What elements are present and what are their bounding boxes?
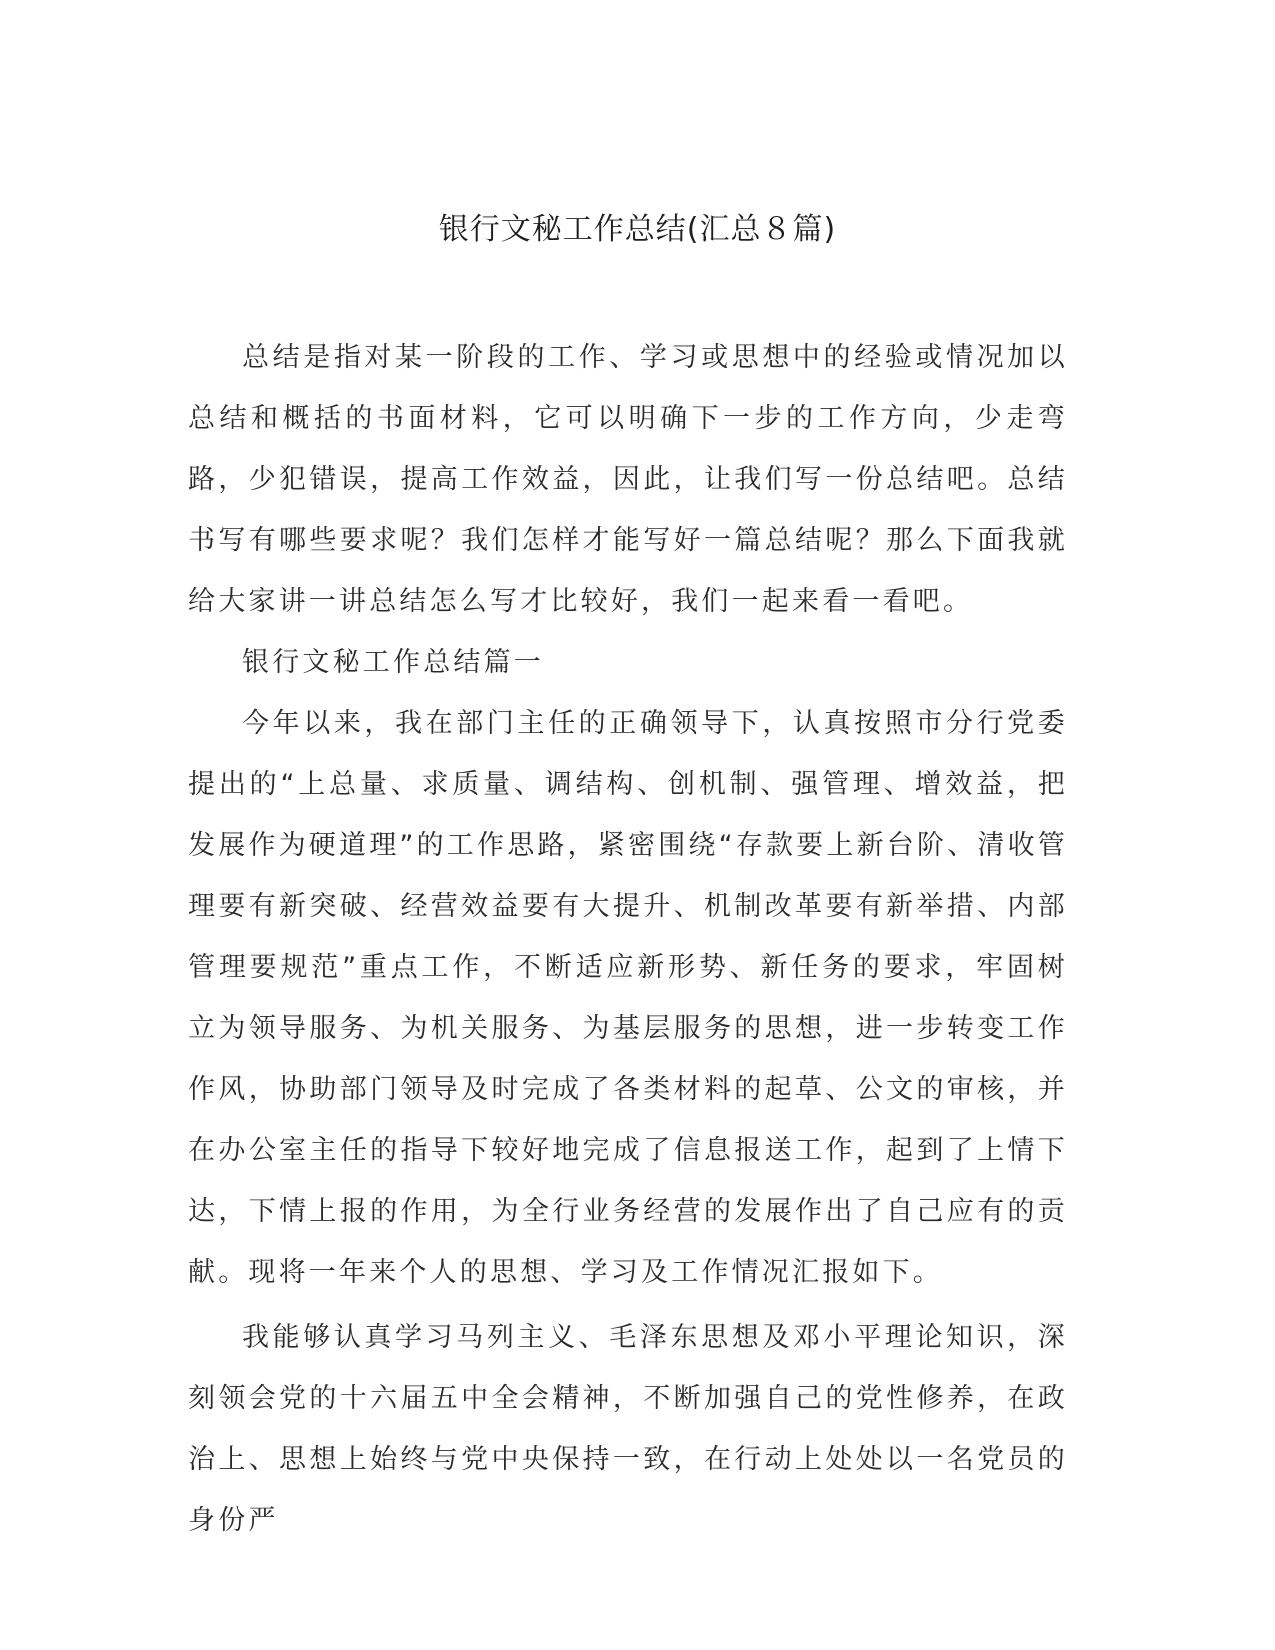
document-title: 银行文秘工作总结(汇总８篇) — [438, 212, 837, 247]
document-body — [188, 327, 1068, 1551]
section-heading: 银行文秘工作总结篇一 — [242, 647, 544, 678]
intro-paragraph: 总结是指对某一阶段的工作、学习或思想中的经验或情况加以总结和概括的书面材料，它可以明确下一步的工作方向，少走弯路，少犯错误，提高工作效益，因此，让我们写一份总结吧。总结书写有哪些要求呢？我们怎样才能写好一篇总结呢？那么下面我就给大家讲一讲总结怎么写才比较好，我们一起来看一看吧。 — [188, 342, 1068, 617]
body-paragraph: 我能够认真学习马列主义、毛泽东思想及邓小平理论知识，深刻领会党的十六届五中全会精神，不断加强自己的党性修养，在政治上、思想上始终与党中央保持一致，在行动上处处以一名党员的身份严 — [188, 1322, 1068, 1536]
body-paragraph: 今年以来，我在部门主任的正确领导下，认真按照市分行党委提出的“上总量、求质量、调结构、创机制、强管理、增效益，把发展作为硬道理”的工作思路，紧密围绕“存款要上新台阶、清收管理要有新突破、经营效益要有大提升、机制改革要有新举措、内部管理要规范”重点工作，不断适应新形势、新任务的要求，牢固树立为领导服务、为机关服务、为基层服务的思想，进一步转变工作作风，协助部门领导及时完成了各类材料的起草、公文的审核，并在办公室主任的指导下较好地完成了信息报送工作，起到了上情下达，下情上报的作用，为全行业务经营的发展作出了自己应有的贡献。现将一年来个人的思想、学习及工作情况汇报如下。 — [188, 708, 1068, 1288]
